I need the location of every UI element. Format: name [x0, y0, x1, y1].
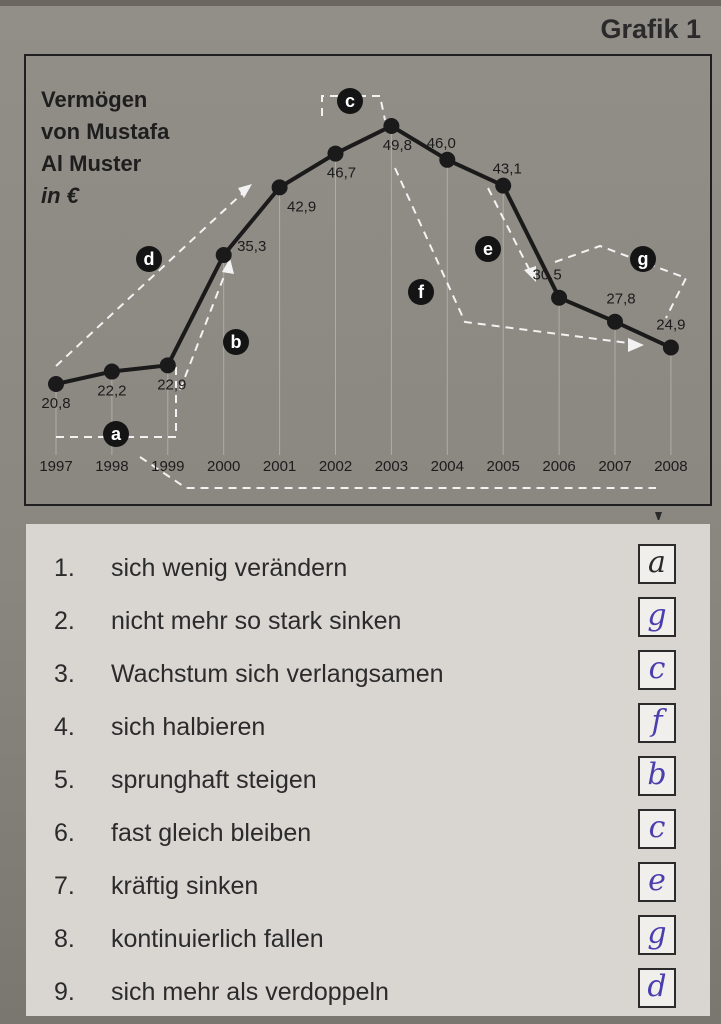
- chart-title-line: von Mustafa: [41, 119, 170, 144]
- marker-label-a: a: [110, 424, 122, 444]
- chart-title: [41, 84, 231, 212]
- item-text: fast gleich bleiben: [111, 819, 312, 847]
- answer-box[interactable]: g: [638, 915, 676, 955]
- item-number: 6.: [54, 819, 75, 847]
- item-number: 9.: [54, 978, 75, 1006]
- x-tick-label: 2001: [262, 458, 297, 475]
- data-point: [328, 146, 344, 162]
- arrowhead-d: [238, 184, 252, 198]
- data-label: 22,9: [157, 376, 187, 394]
- chart-title-line: Al Muster: [41, 151, 142, 176]
- data-label: 20,8: [41, 395, 71, 412]
- data-point: [439, 152, 455, 168]
- data-label: 22,2: [97, 382, 127, 400]
- arrowhead-f: [628, 338, 644, 352]
- exercise-item: [26, 752, 710, 806]
- exercise-item: [26, 911, 710, 965]
- guide-arrow-f: [395, 168, 636, 344]
- x-tick-label: 1997: [39, 458, 73, 475]
- data-point: [607, 314, 623, 330]
- exercise-item: [26, 964, 710, 1018]
- x-tick-label: 2006: [542, 458, 576, 475]
- item-text: sich wenig verändern: [111, 554, 348, 582]
- x-tick-label: 1999: [151, 458, 185, 475]
- exercise-item: [26, 699, 710, 753]
- answer-box[interactable]: c: [638, 809, 676, 849]
- x-tick-label: 2003: [374, 458, 409, 475]
- item-number: 3.: [54, 660, 75, 688]
- exercise-item: [26, 805, 710, 859]
- data-point: [104, 364, 120, 380]
- item-text: sich halbieren: [111, 713, 266, 741]
- x-tick-label: 1998: [95, 458, 129, 475]
- data-point: [216, 247, 232, 263]
- marker-label-e: e: [482, 239, 494, 259]
- exercise-item: [26, 540, 710, 594]
- item-text: nicht mehr so stark sinken: [111, 607, 402, 635]
- x-tick-label: 2008: [654, 458, 688, 475]
- x-tick-label: 2007: [598, 458, 632, 475]
- x-tick-label: 2005: [486, 458, 520, 475]
- data-point: [160, 357, 176, 373]
- data-label: 46,0: [426, 134, 456, 152]
- item-number: 4.: [54, 713, 75, 741]
- data-point: [663, 340, 679, 356]
- arrowhead-down: [655, 512, 662, 520]
- answer-box[interactable]: a: [638, 544, 676, 584]
- data-point: [272, 179, 288, 195]
- chart-title-line: Vermögen: [41, 87, 148, 112]
- item-text: kräftig sinken: [111, 872, 259, 900]
- answer-box[interactable]: b: [638, 756, 676, 796]
- data-label: 35,3: [237, 238, 267, 255]
- answer-box[interactable]: e: [638, 862, 676, 902]
- answer-box[interactable]: c: [638, 650, 676, 690]
- guide-arrow-d: [56, 190, 246, 366]
- item-text: Wachstum sich verlangsamen: [111, 660, 444, 688]
- chart-unit: in €: [41, 183, 79, 208]
- exercise-item: [26, 858, 710, 912]
- item-text: sich mehr als verdoppeln: [111, 978, 389, 1006]
- data-point: [495, 178, 511, 194]
- data-label: 42,9: [286, 198, 317, 216]
- x-tick-label: 2004: [430, 458, 464, 475]
- item-number: 7.: [54, 872, 75, 900]
- figure-label: Grafik 1: [600, 14, 701, 44]
- exercise-panel: [26, 524, 710, 1016]
- marker-label-d: d: [143, 249, 155, 269]
- marker-label-g: g: [637, 249, 649, 269]
- item-number: 8.: [54, 925, 75, 953]
- data-label: 24,9: [656, 316, 686, 334]
- x-tick-label: 2000: [207, 458, 241, 475]
- data-label: 27,8: [606, 290, 636, 308]
- item-text: sprunghaft steigen: [111, 766, 317, 794]
- exercise-item: [26, 593, 710, 647]
- item-number: 5.: [54, 766, 75, 794]
- data-point: [383, 118, 399, 134]
- marker-label-f: f: [418, 282, 424, 302]
- answer-box[interactable]: f: [638, 703, 676, 743]
- data-label: 43,1: [492, 160, 522, 178]
- marker-label-c: c: [344, 91, 356, 111]
- data-point: [551, 290, 567, 306]
- answer-box[interactable]: d: [638, 968, 676, 1008]
- exercise-item: [26, 646, 710, 700]
- answer-box[interactable]: g: [638, 597, 676, 637]
- item-text: kontinuierlich fallen: [111, 925, 324, 953]
- data-point: [48, 376, 64, 392]
- data-label: 49,8: [382, 137, 413, 154]
- item-number: 2.: [54, 607, 75, 635]
- marker-label-b: b: [230, 332, 242, 352]
- data-label: 30,5: [532, 266, 562, 284]
- data-label: 46,7: [326, 164, 357, 182]
- x-tick-label: 2002: [318, 458, 353, 475]
- item-number: 1.: [54, 554, 75, 582]
